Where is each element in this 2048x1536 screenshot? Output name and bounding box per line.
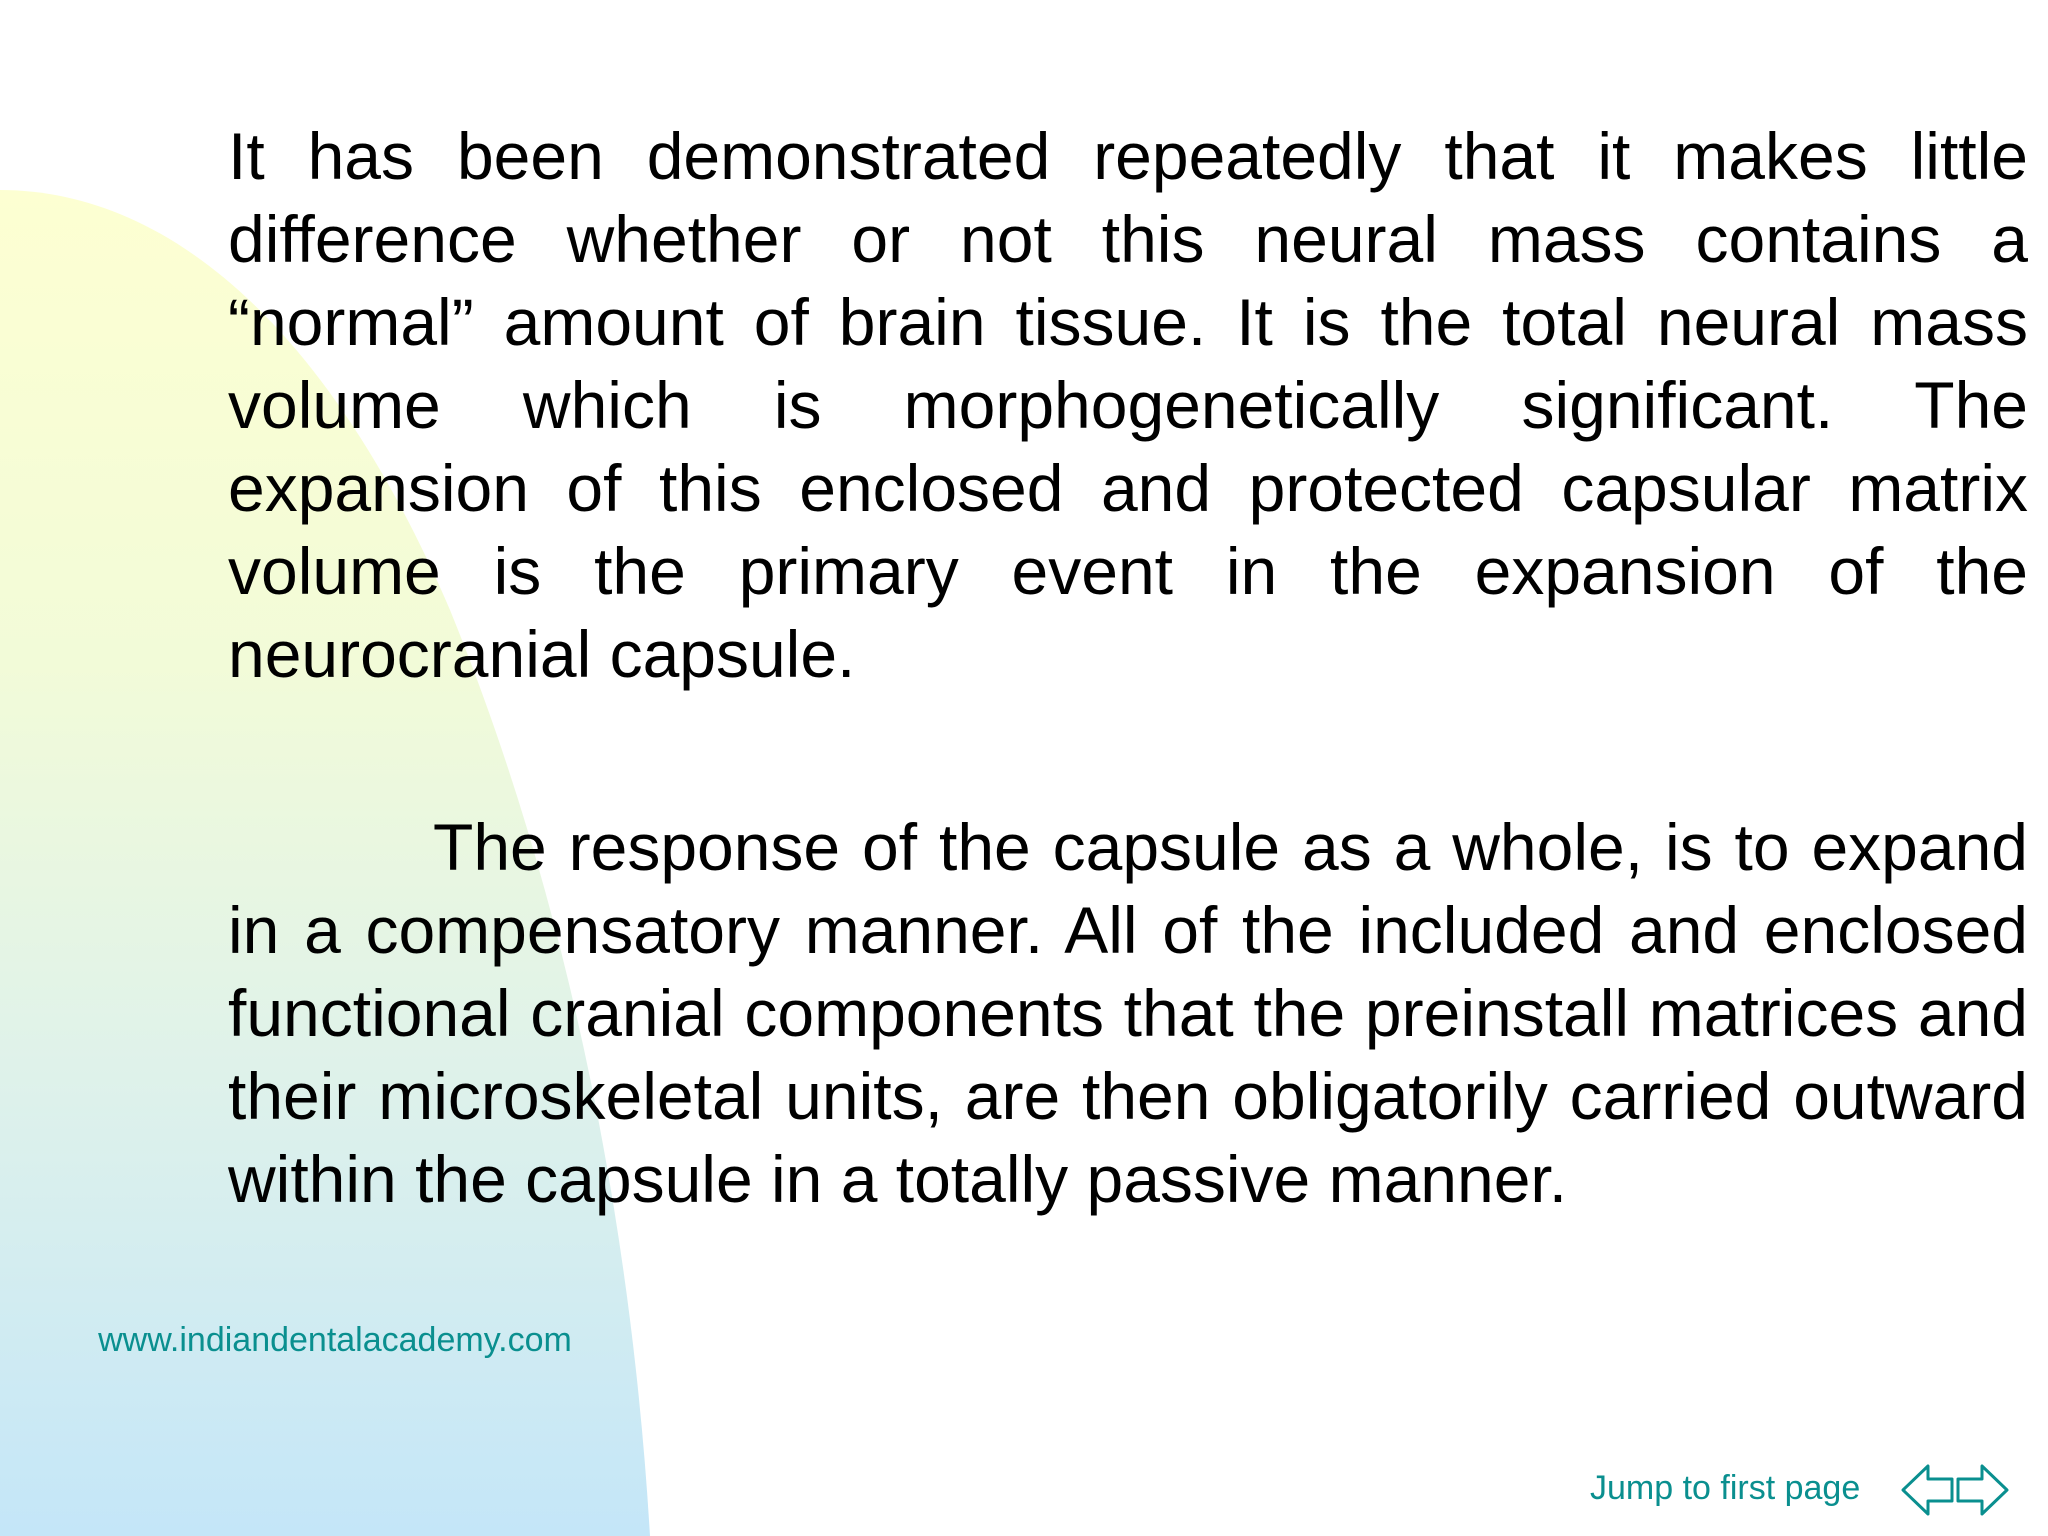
paragraph-capsule-response-text: The response of the capsule as a whole, is to expand in a compensatory manner. All of the included and enclosed functional cranial components that the preinstall matrices and their microskeletal units, are then obligatorily carried outward within the capsule in a totally passive manner. <box>228 810 2028 1216</box>
left-arrow-outline-icon[interactable] <box>1900 1462 1955 1518</box>
slide-body <box>228 115 2028 1221</box>
right-arrow-outline-icon[interactable] <box>1955 1462 2010 1518</box>
paragraph-neural-mass: It has been demonstrated repeatedly that it makes little difference whether or not this neural mass contains a “normal” amount of brain tissue. It is the total neural mass volume which is morphogenetically significant. The expansion of this enclosed and protected capsular matrix volume is the primary event in the expansion of the neurocranial capsule. <box>228 119 2028 691</box>
paragraph-capsule-response <box>228 806 2028 1221</box>
jump-to-first-page-link[interactable]: Jump to first page <box>1590 1469 1861 1507</box>
website-url: www.indiandentalacademy.com <box>98 1321 572 1359</box>
slide-navigation <box>1900 1462 2010 1518</box>
